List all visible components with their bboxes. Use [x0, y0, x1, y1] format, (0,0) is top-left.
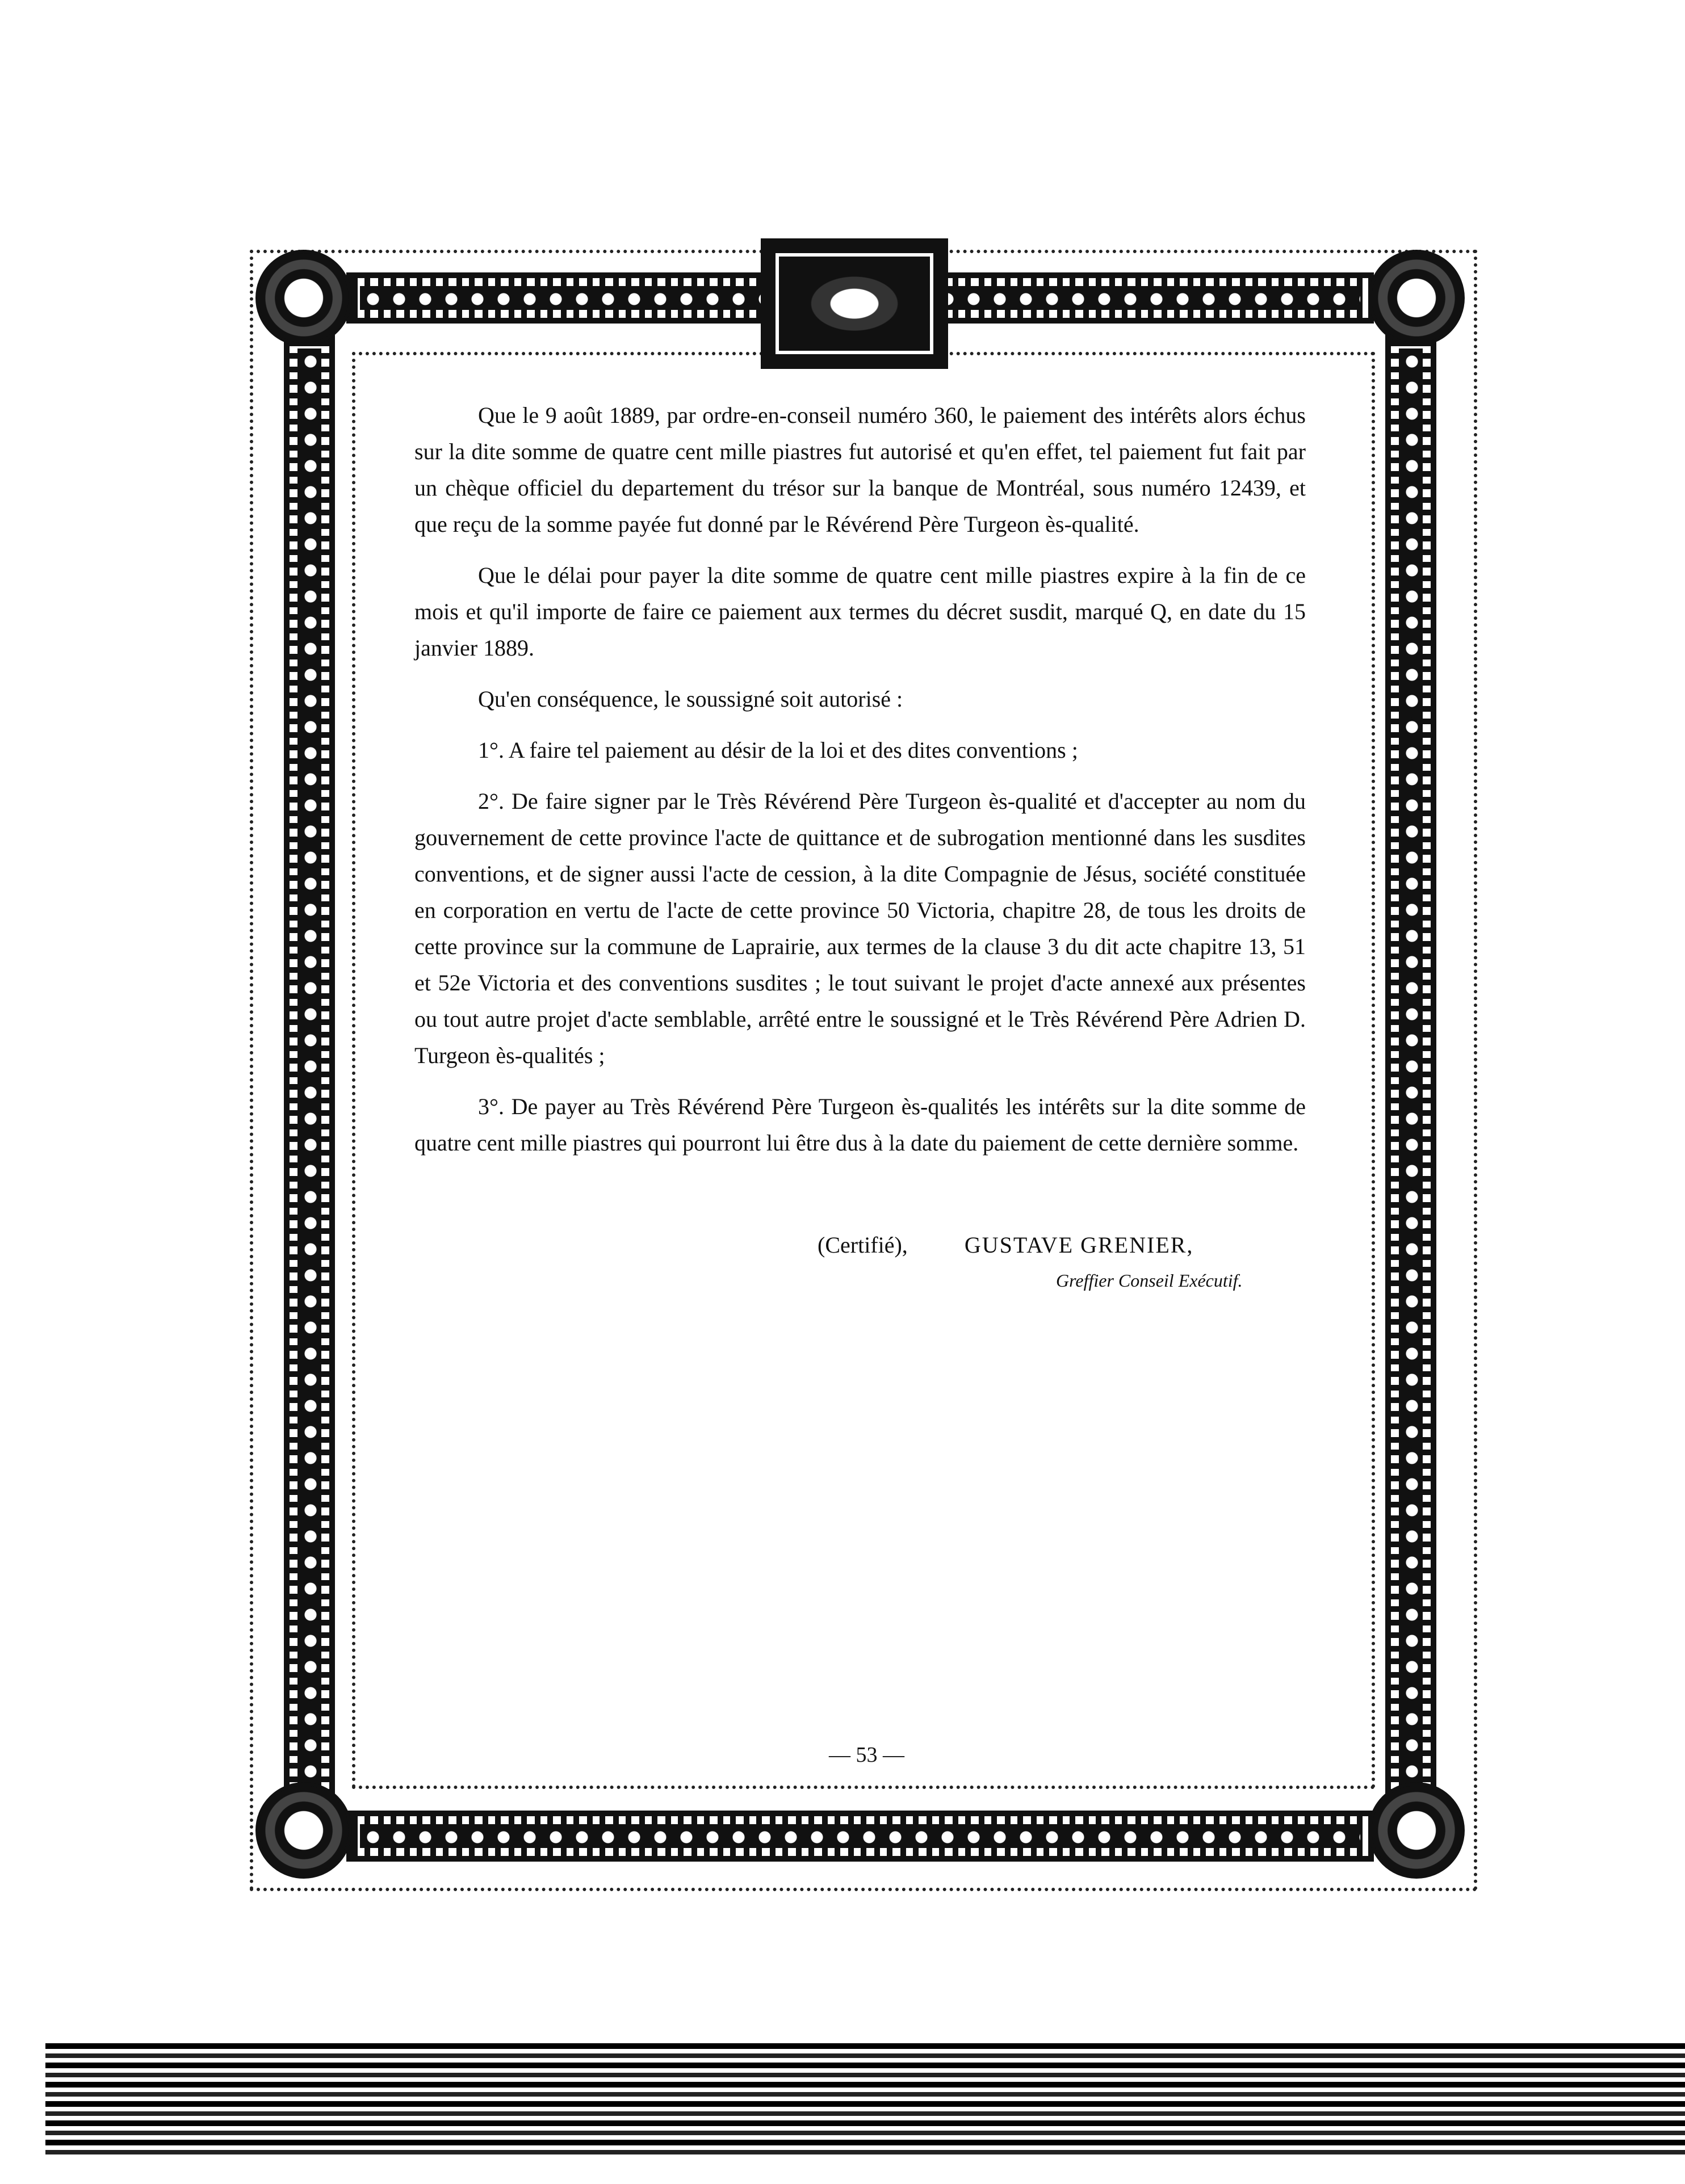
signatory-title: Greffier Conseil Exécutif. [1056, 1270, 1243, 1291]
certification-label: (Certifié), [818, 1232, 908, 1258]
bottom-greek-key-band [346, 1811, 1374, 1862]
top-left-corner-ornament-icon [255, 250, 352, 346]
paragraph-6: 3°. De payer au Très Révérend Père Turgeon ès-qualités les intérêts sur la dite somme de quatre cent mille piastres qui pourront lui être dus à la date du paiement de cette dernière somme. [414, 1094, 1306, 1156]
central-medallion-icon [761, 238, 948, 369]
left-greek-key-band [284, 335, 335, 1805]
right-greek-key-band [1385, 335, 1436, 1805]
signatory-name: GUSTAVE GRENIER, [964, 1232, 1194, 1258]
certification-line [818, 1232, 1193, 1258]
paragraph-1: Que le 9 août 1889, par ordre-en-conseil numéro 360, le paiement des intérêts alors échus sur la dite somme de quatre cent mille piastres fut autorisé et qu'en effet, tel paiement fut fait par un chèque officiel du departement du trésor sur la banque de Montréal, sous numéro 12439, et que reçu de la somme payée fut donné par le Révérend Père Turgeon ès-qualité. [414, 402, 1306, 537]
bottom-right-corner-ornament-icon [1368, 1782, 1465, 1879]
page-number: — 53 — [829, 1743, 904, 1767]
paragraph-2: Que le délai pour payer la dite somme de quatre cent mille piastres expire à la fin de ce mois et qu'il importe de faire ce paiement aux termes du décret susdit, marqué Q, en date du 15 janvier 1889. [414, 562, 1306, 661]
document-body [414, 397, 1306, 1176]
bottom-left-corner-ornament-icon [255, 1782, 352, 1879]
paragraph-5: 2°. De faire signer par le Très Révérend Père Turgeon ès-qualité et d'accepter au nom du gouvernement de cette province l'acte de quittance et de subrogation mentionné dans les susdites conventions, et de signer aussi l'acte de cession, à la dite Compagnie de Jésus, société constituée en corporation en vertu de l'acte de cette province 50 Victoria, chapitre 28, de tous les droits de cette province sur la commune de Laprairie, aux termes de la clause 3 du dit acte chapitre 13, 51 et 52e Victoria et des conventions susdites ; le tout suivant le projet d'acte annexé aux présentes ou tout autre projet d'acte semblable, arrêté entre le soussigné et le Très Révérend Père Adrien D. Turgeon ès-qualités ; [414, 788, 1306, 1068]
paragraph-3: Qu'en conséquence, le soussigné soit autorisé : [478, 686, 903, 712]
top-right-corner-ornament-icon [1368, 250, 1465, 346]
paragraph-4: 1°. A faire tel paiement au désir de la loi et des dites conventions ; [478, 737, 1078, 763]
page-edge-stripes [45, 2043, 1685, 2157]
